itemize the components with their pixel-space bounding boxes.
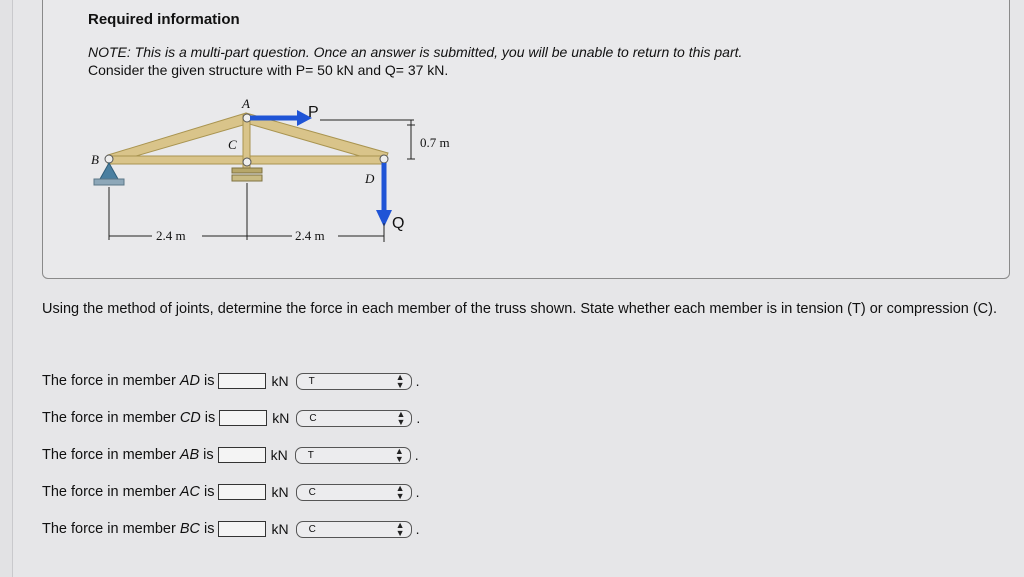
truss-diagram (82, 95, 482, 255)
force-CD-input[interactable] (219, 410, 267, 426)
dim-span-right: 2.4 m (295, 228, 325, 243)
tension-compression-select-AD[interactable]: T ▲ ▼ (296, 373, 412, 390)
label-P: P (308, 104, 319, 121)
tension-compression-select-AB[interactable]: T ▲ ▼ (295, 447, 411, 464)
answer-row-CD: The force in member CD is kN C ▲ ▼ . (42, 409, 421, 427)
unit-label: kN (271, 521, 289, 537)
unit-label: kN (271, 484, 289, 500)
label-A: A (242, 96, 250, 111)
joint-D (380, 155, 388, 163)
label-D: D (365, 171, 375, 186)
answer-label: The force in member AB is (42, 447, 214, 463)
answer-row-AC: The force in member AC is kN C ▲ ▼ . (42, 483, 420, 501)
note-text (88, 43, 742, 79)
select-arrows-icon: ▲ ▼ (394, 446, 404, 464)
joint-B (105, 155, 113, 163)
select-arrows-icon: ▲ ▼ (395, 520, 405, 538)
answer-label: The force in member BC is (42, 521, 215, 537)
label-Q: Q (392, 215, 405, 232)
note-line-1: NOTE: This is a multi-part question. Once an answer is submitted, you will be unable to return to this part. (88, 44, 743, 60)
support-base-C (232, 175, 262, 181)
force-AD-input[interactable] (218, 373, 266, 389)
unit-label: kN (270, 447, 288, 463)
answer-row-AD: The force in member AD is kN T ▲ ▼ . (42, 372, 420, 390)
answer-label: The force in member AD is (42, 373, 215, 389)
label-B: B (91, 152, 99, 167)
dim-height-label: 0.7 m (420, 135, 450, 150)
question-prompt: Using the method of joints, determine the force in each member of the truss shown. State whether each member is in tension (T) or compression (C). (42, 301, 998, 317)
joint-A (243, 114, 251, 122)
tension-compression-select-BC[interactable]: C ▲ ▼ (296, 521, 412, 538)
roller-support-C (232, 168, 262, 173)
unit-label: kN (272, 410, 290, 426)
force-AC-input[interactable] (218, 484, 266, 500)
dim-span-left: 2.4 m (156, 228, 186, 243)
answer-label: The force in member CD is (42, 410, 216, 426)
pin-support-B (100, 163, 118, 179)
required-info-title: Required information (88, 11, 240, 28)
unit-label: kN (271, 373, 289, 389)
force-BC-input[interactable] (218, 521, 266, 537)
answer-row-AB: The force in member AB is kN T ▲ ▼ . (42, 446, 419, 464)
tension-compression-select-AC[interactable]: C ▲ ▼ (296, 484, 412, 501)
tension-compression-select-CD[interactable]: C ▲ ▼ (296, 410, 412, 427)
force-AB-input[interactable] (218, 447, 266, 463)
answer-label: The force in member AC is (42, 484, 215, 500)
support-base-B (94, 179, 124, 185)
label-C: C (228, 137, 237, 152)
select-arrows-icon: ▲ ▼ (395, 372, 405, 390)
answer-row-BC: The force in member BC is kN C ▲ ▼ . (42, 520, 420, 538)
select-arrows-icon: ▲ ▼ (396, 409, 406, 427)
note-line-2: Consider the given structure with P= 50 kN and Q= 37 kN. (88, 62, 449, 78)
joint-C (243, 158, 251, 166)
select-arrows-icon: ▲ ▼ (395, 483, 405, 501)
left-panel-edge (0, 0, 13, 577)
